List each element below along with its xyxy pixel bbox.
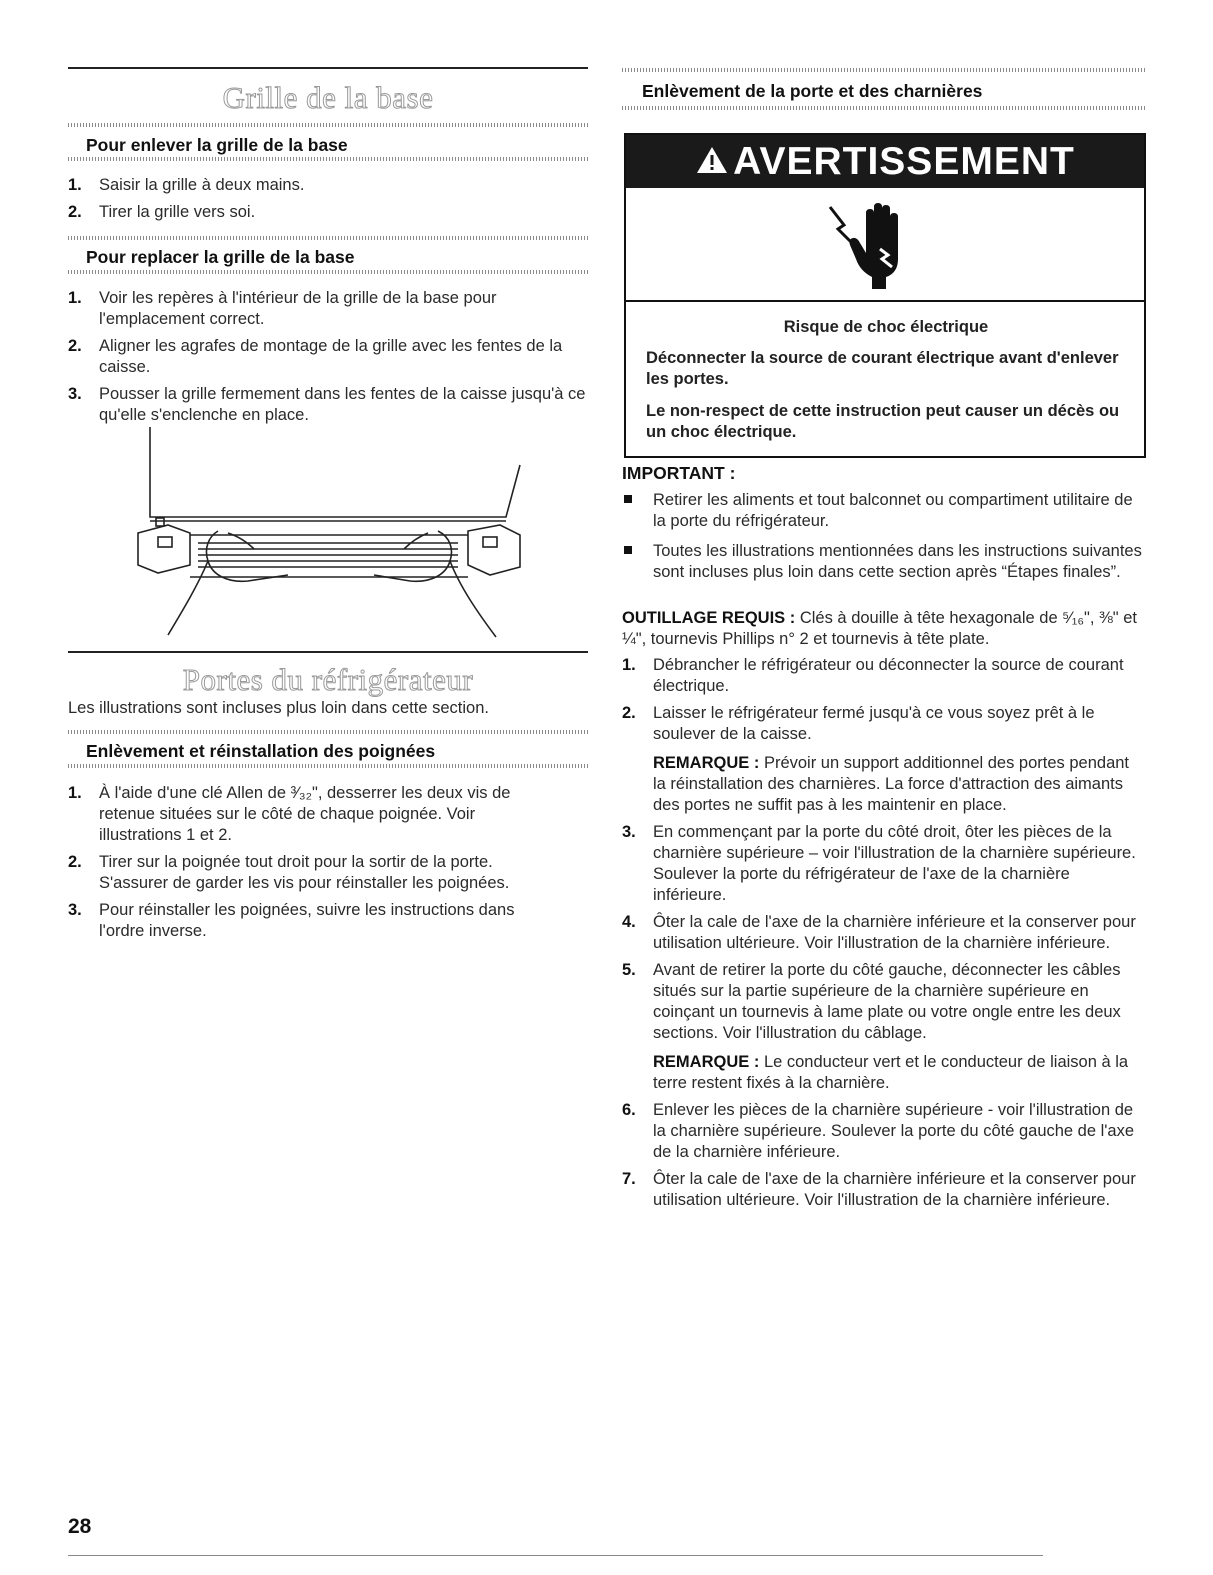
- step-item: [68, 852, 558, 894]
- dotted-rule: [622, 106, 1145, 110]
- dotted-rule: [622, 68, 1145, 72]
- step-number: 2.: [68, 853, 82, 871]
- step-text: Avant de retirer la porte du côté gauche, déconnecter les câbles situés sur la partie supérieure de la charnière supérieure en coinçant un tournevis à lame plate ou votre ongle entre les deux sections. Voir l'illustration du câblage.: [653, 961, 1121, 1042]
- note-text: Le conducteur vert et le conducteur de liaison à la terre restent fixés à la charnière.: [653, 1053, 1129, 1092]
- handles-heading: Enlèvement et réinstallation des poignées: [86, 741, 436, 761]
- step-number: 3.: [622, 823, 636, 841]
- replace-grille-heading: Pour replacer la grille de la base: [86, 247, 355, 267]
- step-number: 2.: [68, 337, 82, 355]
- step-item: [622, 912, 1144, 954]
- step-item: [68, 783, 558, 846]
- step-number: 1.: [68, 289, 82, 307]
- step-number: 1.: [622, 656, 636, 674]
- important-list: [622, 490, 1142, 592]
- section-title-grille: Grille de la base: [222, 80, 434, 115]
- step-number: 6.: [622, 1101, 636, 1119]
- step-item: [622, 655, 1144, 697]
- tools-label: OUTILLAGE REQUIS :: [622, 609, 796, 627]
- door-removal-heading: Enlèvement de la porte et des charnières: [642, 81, 983, 101]
- step-item: [622, 1100, 1144, 1163]
- step-text: Tirer la grille vers soi.: [99, 203, 256, 221]
- step-item: [622, 1169, 1144, 1211]
- section-rule: [68, 67, 588, 69]
- step-number: 3.: [68, 901, 82, 919]
- dotted-rule: [68, 123, 588, 127]
- step-item: [68, 336, 588, 378]
- replace-grille-steps: [68, 288, 588, 432]
- step-note: [653, 753, 1144, 816]
- step-text: Tirer sur la poignée tout droit pour la sortir de la porte. S'assurer de garder les vis pour réinstaller les poignées.: [99, 853, 510, 892]
- important-item: Retirer les aliments et tout balconnet ou compartiment utilitaire de la porte du réfrigérateur.: [622, 490, 1142, 532]
- step-text: Voir les repères à l'intérieur de la grille de la base pour l'emplacement correct.: [99, 289, 497, 328]
- warning-separator: [626, 300, 1144, 302]
- step-text: Ôter la cale de l'axe de la charnière inférieure et la conserver pour utilisation ultérieure. Voir l'illustration de la charnière inférieure.: [653, 913, 1136, 952]
- page-number: 28: [68, 1515, 92, 1538]
- base-grille-illustration: [128, 425, 528, 645]
- remove-grille-heading: Pour enlever la grille de la base: [86, 135, 348, 155]
- step-item: [68, 175, 588, 196]
- warning-box: [624, 133, 1146, 458]
- step-text: Laisser le réfrigérateur fermé jusqu'à ce vous soyez prêt à le soulever de la caisse.: [653, 704, 1095, 743]
- step-item: [68, 384, 588, 426]
- step-number: 2.: [68, 203, 82, 221]
- note-label: REMARQUE :: [653, 754, 760, 772]
- section-rule: [68, 651, 588, 653]
- handles-steps: [68, 783, 558, 948]
- step-text: Ôter la cale de l'axe de la charnière inférieure et la conserver pour utilisation ultérieure. Voir l'illustration de la charnière inférieure.: [653, 1170, 1136, 1209]
- important-label: IMPORTANT :: [622, 463, 736, 483]
- note-label: REMARQUE :: [653, 1053, 760, 1071]
- remove-grille-steps: [68, 175, 588, 229]
- step-item: [68, 900, 558, 942]
- step-text: Saisir la grille à deux mains.: [99, 176, 305, 194]
- bottom-rule: [68, 1555, 1043, 1556]
- step-number: 4.: [622, 913, 636, 931]
- tools-required: [622, 608, 1144, 650]
- step-text: Débrancher le réfrigérateur ou déconnecter la source de courant électrique.: [653, 656, 1124, 695]
- step-number: 5.: [622, 961, 636, 979]
- dotted-rule: [68, 270, 588, 274]
- tools-text: Clés à douille à tête hexagonale de ⁵⁄₁₆", ⅜" et ¼", tournevis Phillips n° 2 et tournevis à tête plate.: [622, 609, 1138, 648]
- step-text: En commençant par la porte du côté droit, ôter les pièces de la charnière supérieure – voir l'illustration de la charnière supérieure. Soulever la porte du réfrigérateur de l'axe de la charnière inférieure.: [653, 823, 1136, 904]
- section-intro: Les illustrations sont incluses plus loin dans cette section.: [68, 699, 489, 717]
- door-removal-steps: [622, 655, 1144, 1217]
- step-text: Enlever les pièces de la charnière supérieure - voir l'illustration de la charnière supérieure. Soulever la porte du côté gauche de l'axe de la charnière inférieure.: [653, 1101, 1135, 1161]
- warning-line-2: Le non-respect de cette instruction peut causer un décès ou un choc électrique.: [646, 402, 1120, 441]
- electric-shock-hand-icon: [826, 199, 926, 291]
- step-number: 2.: [622, 704, 636, 722]
- step-number: 1.: [68, 784, 82, 802]
- step-number: 3.: [68, 385, 82, 403]
- step-text: Aligner les agrafes de montage de la grille avec les fentes de la caisse.: [99, 337, 563, 376]
- warning-banner-text: AVERTISSEMENT: [733, 140, 1075, 183]
- step-item: [622, 703, 1144, 816]
- warning-banner: [626, 135, 1144, 188]
- step-item: [68, 202, 588, 223]
- step-item: [622, 960, 1144, 1094]
- dotted-rule: [68, 157, 588, 161]
- step-item: [68, 288, 588, 330]
- dotted-rule: [68, 730, 588, 734]
- warning-hazard: Risque de choc électrique: [783, 318, 989, 336]
- step-number: 1.: [68, 176, 82, 194]
- warning-line-1: Déconnecter la source de courant électrique avant d'enlever les portes.: [646, 349, 1119, 388]
- section-title-portes: Portes du réfrigérateur: [182, 662, 474, 697]
- step-text: Pour réinstaller les poignées, suivre les instructions dans l'ordre inverse.: [99, 901, 515, 940]
- important-item: Toutes les illustrations mentionnées dans les instructions suivantes sont incluses plus loin dans cette section après “Étapes finales”.: [622, 541, 1142, 583]
- step-item: [622, 822, 1144, 906]
- dotted-rule: [68, 764, 588, 768]
- warning-triangle-icon: [695, 145, 729, 175]
- step-note: [653, 1052, 1144, 1094]
- dotted-rule: [68, 236, 588, 240]
- step-text: Pousser la grille fermement dans les fentes de la caisse jusqu'à ce qu'elle s'enclenche en place.: [99, 385, 586, 424]
- note-text: Prévoir un support additionnel des portes pendant la réinstallation des charnières. La force d'attraction des aimants des portes ne suffit pas à les maintenir en place.: [653, 754, 1130, 814]
- step-text: À l'aide d'une clé Allen de ³⁄₃₂", desserrer les deux vis de retenue situées sur le côté de chaque poignée. Voir illustrations 1 et 2.: [99, 784, 511, 844]
- step-number: 7.: [622, 1170, 636, 1188]
